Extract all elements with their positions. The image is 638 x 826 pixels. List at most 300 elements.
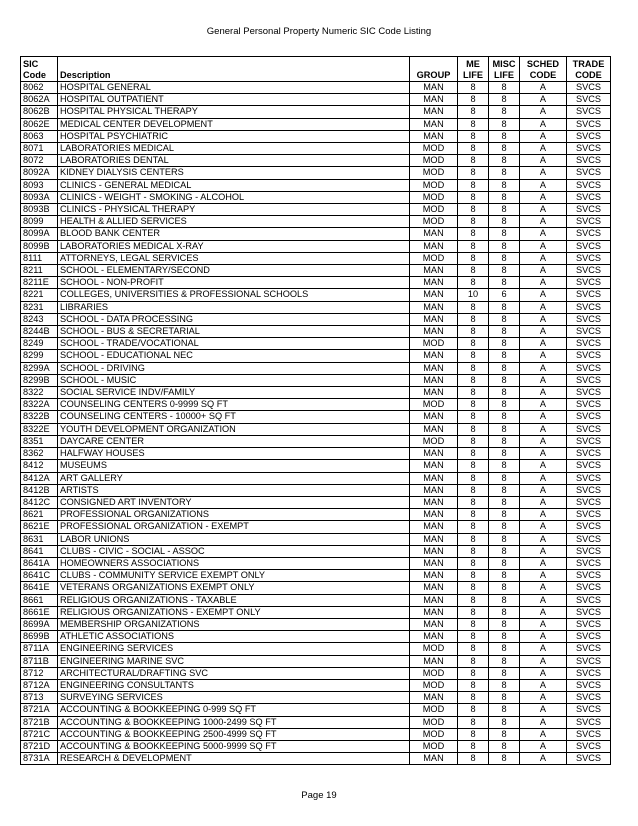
table-row xyxy=(21,118,611,130)
trade-code-cell: SVCS xyxy=(567,179,611,191)
trade-code-cell: SVCS xyxy=(567,277,611,289)
table-row xyxy=(21,362,611,374)
sic-code-cell: 8093A xyxy=(21,191,58,203)
misc-life-cell: 8 xyxy=(489,94,520,106)
misc-life-cell: 8 xyxy=(489,350,520,362)
sched-code-cell: A xyxy=(520,728,567,740)
group-cell: MAN xyxy=(410,460,458,472)
sched-code-cell: A xyxy=(520,435,567,447)
me-life-cell: 8 xyxy=(458,533,489,545)
misc-life-cell: 8 xyxy=(489,484,520,496)
sched-code-cell: A xyxy=(520,277,567,289)
misc-life-cell: 8 xyxy=(489,191,520,203)
group-cell: MAN xyxy=(410,557,458,569)
sched-code-cell: A xyxy=(520,94,567,106)
sched-code-cell: A xyxy=(520,606,567,618)
me-life-cell: 8 xyxy=(458,277,489,289)
group-cell: MOD xyxy=(410,191,458,203)
description-cell: ATTORNEYS, LEGAL SERVICES xyxy=(58,252,410,264)
misc-life-cell: 8 xyxy=(489,533,520,545)
group-cell: MOD xyxy=(410,704,458,716)
trade-code-cell: SVCS xyxy=(567,204,611,216)
sched-code-cell: A xyxy=(520,191,567,203)
description-cell: COLLEGES, UNIVERSITIES & PROFESSIONAL SCHOOLS xyxy=(58,289,410,301)
sched-code-cell: A xyxy=(520,252,567,264)
sic-code-cell: 8661 xyxy=(21,594,58,606)
misc-life-cell: 8 xyxy=(489,106,520,118)
sic-code-cell: 8099 xyxy=(21,216,58,228)
me-life-cell: 8 xyxy=(458,655,489,667)
group-cell: MAN xyxy=(410,265,458,277)
sic-code-cell: 8062 xyxy=(21,82,58,94)
misc-life-cell: 8 xyxy=(489,631,520,643)
group-cell: MAN xyxy=(410,350,458,362)
table-row xyxy=(21,460,611,472)
me-life-cell: 8 xyxy=(458,411,489,423)
description-cell: CLUBS - CIVIC - SOCIAL - ASSOC xyxy=(58,545,410,557)
me-life-cell: 8 xyxy=(458,509,489,521)
misc-life-cell: 8 xyxy=(489,216,520,228)
sched-code-cell: A xyxy=(520,753,567,765)
group-cell: MAN xyxy=(410,362,458,374)
header-sic-code: SIC Code xyxy=(21,57,58,82)
misc-life-cell: 8 xyxy=(489,301,520,313)
me-life-cell: 8 xyxy=(458,130,489,142)
trade-code-cell: SVCS xyxy=(567,740,611,752)
sic-code-cell: 8641C xyxy=(21,570,58,582)
description-cell: SCHOOL - BUS & SECRETARIAL xyxy=(58,326,410,338)
trade-code-cell: SVCS xyxy=(567,362,611,374)
sched-code-cell: A xyxy=(520,704,567,716)
group-cell: MAN xyxy=(410,472,458,484)
group-cell: MOD xyxy=(410,643,458,655)
description-cell: COUNSELING CENTERS - 10000+ SQ FT xyxy=(58,411,410,423)
me-life-cell: 8 xyxy=(458,252,489,264)
sic-code-cell: 8711B xyxy=(21,655,58,667)
description-cell: HOMEOWNERS ASSOCIATIONS xyxy=(58,557,410,569)
description-cell: YOUTH DEVELOPMENT ORGANIZATION xyxy=(58,423,410,435)
table-row xyxy=(21,301,611,313)
table-row xyxy=(21,728,611,740)
table-row xyxy=(21,374,611,386)
group-cell: MAN xyxy=(410,570,458,582)
me-life-cell: 8 xyxy=(458,679,489,691)
table-row xyxy=(21,277,611,289)
me-life-cell: 8 xyxy=(458,545,489,557)
sched-code-cell: A xyxy=(520,313,567,325)
me-life-cell: 8 xyxy=(458,362,489,374)
group-cell: MOD xyxy=(410,716,458,728)
misc-life-cell: 8 xyxy=(489,155,520,167)
me-life-cell: 8 xyxy=(458,350,489,362)
sched-code-cell: A xyxy=(520,289,567,301)
table-row xyxy=(21,545,611,557)
table-row xyxy=(21,167,611,179)
trade-code-cell: SVCS xyxy=(567,594,611,606)
trade-code-cell: SVCS xyxy=(567,387,611,399)
me-life-cell: 8 xyxy=(458,472,489,484)
sched-code-cell: A xyxy=(520,533,567,545)
description-cell: COUNSELING CENTERS 0-9999 SQ FT xyxy=(58,399,410,411)
sched-code-cell: A xyxy=(520,460,567,472)
misc-life-cell: 8 xyxy=(489,448,520,460)
trade-code-cell: SVCS xyxy=(567,435,611,447)
table-row xyxy=(21,179,611,191)
group-cell: MAN xyxy=(410,374,458,386)
me-life-cell: 8 xyxy=(458,313,489,325)
page-title: General Personal Property Numeric SIC Code Listing xyxy=(206,26,432,37)
trade-code-cell: SVCS xyxy=(567,374,611,386)
sched-code-cell: A xyxy=(520,692,567,704)
sched-code-cell: A xyxy=(520,716,567,728)
description-cell: SCHOOL - TRADE/VOCATIONAL xyxy=(58,338,410,350)
me-life-cell: 8 xyxy=(458,460,489,472)
misc-life-cell: 8 xyxy=(489,655,520,667)
me-life-cell: 10 xyxy=(458,289,489,301)
group-cell: MAN xyxy=(410,94,458,106)
header-me-life: ME LIFE xyxy=(458,57,489,82)
table-row xyxy=(21,484,611,496)
sic-code-cell: 8721D xyxy=(21,740,58,752)
table-row xyxy=(21,191,611,203)
misc-life-cell: 8 xyxy=(489,679,520,691)
sic-code-cell: 8111 xyxy=(21,252,58,264)
sic-code-table xyxy=(20,56,611,765)
description-cell: ACCOUNTING & BOOKKEEPING 0-999 SQ FT xyxy=(58,704,410,716)
sic-code-cell: 8243 xyxy=(21,313,58,325)
table-row xyxy=(21,265,611,277)
header-misc-life: MISC LIFE xyxy=(489,57,520,82)
sched-code-cell: A xyxy=(520,179,567,191)
me-life-cell: 8 xyxy=(458,204,489,216)
table-row xyxy=(21,704,611,716)
table-row xyxy=(21,692,611,704)
trade-code-cell: SVCS xyxy=(567,155,611,167)
sched-code-cell: A xyxy=(520,143,567,155)
trade-code-cell: SVCS xyxy=(567,143,611,155)
sic-code-cell: 8412B xyxy=(21,484,58,496)
sched-code-cell: A xyxy=(520,557,567,569)
me-life-cell: 8 xyxy=(458,423,489,435)
trade-code-cell: SVCS xyxy=(567,472,611,484)
table-row xyxy=(21,509,611,521)
group-cell: MAN xyxy=(410,228,458,240)
trade-code-cell: SVCS xyxy=(567,728,611,740)
group-cell: MOD xyxy=(410,338,458,350)
sched-code-cell: A xyxy=(520,106,567,118)
group-cell: MOD xyxy=(410,728,458,740)
table-row xyxy=(21,228,611,240)
table-row xyxy=(21,240,611,252)
me-life-cell: 8 xyxy=(458,728,489,740)
sched-code-cell: A xyxy=(520,240,567,252)
group-cell: MAN xyxy=(410,484,458,496)
group-cell: MAN xyxy=(410,655,458,667)
group-cell: MAN xyxy=(410,509,458,521)
trade-code-cell: SVCS xyxy=(567,338,611,350)
misc-life-cell: 8 xyxy=(489,423,520,435)
group-cell: MOD xyxy=(410,167,458,179)
table-row xyxy=(21,326,611,338)
trade-code-cell: SVCS xyxy=(567,82,611,94)
sic-code-cell: 8093B xyxy=(21,204,58,216)
trade-code-cell: SVCS xyxy=(567,582,611,594)
table-row xyxy=(21,216,611,228)
misc-life-cell: 8 xyxy=(489,252,520,264)
sic-code-cell: 8731A xyxy=(21,753,58,765)
trade-code-cell: SVCS xyxy=(567,399,611,411)
sic-code-cell: 8721A xyxy=(21,704,58,716)
sched-code-cell: A xyxy=(520,155,567,167)
sched-code-cell: A xyxy=(520,655,567,667)
table-row xyxy=(21,594,611,606)
misc-life-cell: 8 xyxy=(489,362,520,374)
misc-life-cell: 8 xyxy=(489,545,520,557)
me-life-cell: 8 xyxy=(458,618,489,630)
table-row xyxy=(21,289,611,301)
table-row xyxy=(21,740,611,752)
sic-code-cell: 8362 xyxy=(21,448,58,460)
description-cell: SCHOOL - ELEMENTARY/SECOND xyxy=(58,265,410,277)
me-life-cell: 8 xyxy=(458,265,489,277)
group-cell: MAN xyxy=(410,301,458,313)
description-cell: HOSPITAL PSYCHIATRIC xyxy=(58,130,410,142)
sched-code-cell: A xyxy=(520,216,567,228)
sic-code-cell: 8641A xyxy=(21,557,58,569)
trade-code-cell: SVCS xyxy=(567,94,611,106)
description-cell: ACCOUNTING & BOOKKEEPING 2500-4999 SQ FT xyxy=(58,728,410,740)
description-cell: MEDICAL CENTER DEVELOPMENT xyxy=(58,118,410,130)
misc-life-cell: 8 xyxy=(489,557,520,569)
group-cell: MOD xyxy=(410,679,458,691)
me-life-cell: 8 xyxy=(458,570,489,582)
table-row xyxy=(21,155,611,167)
misc-life-cell: 8 xyxy=(489,435,520,447)
description-cell: LABOR UNIONS xyxy=(58,533,410,545)
trade-code-cell: SVCS xyxy=(567,411,611,423)
group-cell: MAN xyxy=(410,631,458,643)
description-cell: VETERANS ORGANIZATIONS EXEMPT ONLY xyxy=(58,582,410,594)
group-cell: MAN xyxy=(410,326,458,338)
sic-code-cell: 8621 xyxy=(21,509,58,521)
table-body xyxy=(21,82,611,765)
table-row xyxy=(21,106,611,118)
header-description: Description xyxy=(58,57,410,82)
description-cell: SCHOOL - MUSIC xyxy=(58,374,410,386)
sic-code-cell: 8661E xyxy=(21,606,58,618)
sched-code-cell: A xyxy=(520,82,567,94)
table-row xyxy=(21,521,611,533)
me-life-cell: 8 xyxy=(458,240,489,252)
description-cell: LABORATORIES DENTAL xyxy=(58,155,410,167)
misc-life-cell: 8 xyxy=(489,692,520,704)
sic-code-cell: 8322E xyxy=(21,423,58,435)
sched-code-cell: A xyxy=(520,618,567,630)
description-cell: ART GALLERY xyxy=(58,472,410,484)
trade-code-cell: SVCS xyxy=(567,716,611,728)
me-life-cell: 8 xyxy=(458,594,489,606)
table-row xyxy=(21,423,611,435)
trade-code-cell: SVCS xyxy=(567,130,611,142)
me-life-cell: 8 xyxy=(458,301,489,313)
sic-code-cell: 8322B xyxy=(21,411,58,423)
table-row xyxy=(21,643,611,655)
trade-code-cell: SVCS xyxy=(567,460,611,472)
sched-code-cell: A xyxy=(520,484,567,496)
sic-code-cell: 8221 xyxy=(21,289,58,301)
sched-code-cell: A xyxy=(520,740,567,752)
me-life-cell: 8 xyxy=(458,753,489,765)
trade-code-cell: SVCS xyxy=(567,521,611,533)
me-life-cell: 8 xyxy=(458,338,489,350)
sic-code-cell: 8351 xyxy=(21,435,58,447)
me-life-cell: 8 xyxy=(458,740,489,752)
sched-code-cell: A xyxy=(520,448,567,460)
group-cell: MAN xyxy=(410,496,458,508)
misc-life-cell: 8 xyxy=(489,399,520,411)
description-cell: LABORATORIES MEDICAL xyxy=(58,143,410,155)
misc-life-cell: 8 xyxy=(489,521,520,533)
group-cell: MAN xyxy=(410,606,458,618)
description-cell: HALFWAY HOUSES xyxy=(58,448,410,460)
group-cell: MOD xyxy=(410,143,458,155)
description-cell: HOSPITAL GENERAL xyxy=(58,82,410,94)
description-cell: ACCOUNTING & BOOKKEEPING 5000-9999 SQ FT xyxy=(58,740,410,752)
trade-code-cell: SVCS xyxy=(567,167,611,179)
page-number: Page 19 xyxy=(301,790,337,801)
group-cell: MAN xyxy=(410,387,458,399)
sic-code-cell: 8211 xyxy=(21,265,58,277)
misc-life-cell: 8 xyxy=(489,618,520,630)
table-row xyxy=(21,533,611,545)
trade-code-cell: SVCS xyxy=(567,618,611,630)
sched-code-cell: A xyxy=(520,594,567,606)
misc-life-cell: 8 xyxy=(489,265,520,277)
sic-code-cell: 8412 xyxy=(21,460,58,472)
table-row xyxy=(21,472,611,484)
sched-code-cell: A xyxy=(520,167,567,179)
header-sched-code: SCHED CODE xyxy=(520,57,567,82)
table-row xyxy=(21,204,611,216)
misc-life-cell: 8 xyxy=(489,570,520,582)
misc-life-cell: 8 xyxy=(489,82,520,94)
sched-code-cell: A xyxy=(520,338,567,350)
table-row xyxy=(21,679,611,691)
table-row xyxy=(21,252,611,264)
sched-code-cell: A xyxy=(520,521,567,533)
me-life-cell: 8 xyxy=(458,631,489,643)
description-cell: CLINICS - WEIGHT - SMOKING - ALCOHOL xyxy=(58,191,410,203)
me-life-cell: 8 xyxy=(458,191,489,203)
sic-code-cell: 8641 xyxy=(21,545,58,557)
misc-life-cell: 8 xyxy=(489,606,520,618)
description-cell: SCHOOL - EDUCATIONAL NEC xyxy=(58,350,410,362)
me-life-cell: 8 xyxy=(458,716,489,728)
trade-code-cell: SVCS xyxy=(567,484,611,496)
trade-code-cell: SVCS xyxy=(567,753,611,765)
sched-code-cell: A xyxy=(520,472,567,484)
group-cell: MOD xyxy=(410,252,458,264)
sched-code-cell: A xyxy=(520,118,567,130)
header-group: GROUP xyxy=(410,57,458,82)
group-cell: MAN xyxy=(410,594,458,606)
misc-life-cell: 8 xyxy=(489,643,520,655)
misc-life-cell: 8 xyxy=(489,460,520,472)
sic-code-cell: 8071 xyxy=(21,143,58,155)
misc-life-cell: 8 xyxy=(489,326,520,338)
trade-code-cell: SVCS xyxy=(567,228,611,240)
sic-code-cell: 8712A xyxy=(21,679,58,691)
trade-code-cell: SVCS xyxy=(567,545,611,557)
trade-code-cell: SVCS xyxy=(567,679,611,691)
me-life-cell: 8 xyxy=(458,692,489,704)
trade-code-cell: SVCS xyxy=(567,655,611,667)
table-row xyxy=(21,557,611,569)
description-cell: MEMBERSHIP ORGANIZATIONS xyxy=(58,618,410,630)
description-cell: KIDNEY DIALYSIS CENTERS xyxy=(58,167,410,179)
misc-life-cell: 8 xyxy=(489,411,520,423)
table-row xyxy=(21,582,611,594)
group-cell: MAN xyxy=(410,411,458,423)
group-cell: MOD xyxy=(410,435,458,447)
table-row xyxy=(21,716,611,728)
me-life-cell: 8 xyxy=(458,106,489,118)
description-cell: ACCOUNTING & BOOKKEEPING 1000-2499 SQ FT xyxy=(58,716,410,728)
sic-code-cell: 8063 xyxy=(21,130,58,142)
sic-code-cell: 8299B xyxy=(21,374,58,386)
description-cell: RESEARCH & DEVELOPMENT xyxy=(58,753,410,765)
table-header-row xyxy=(21,57,611,82)
group-cell: MAN xyxy=(410,618,458,630)
misc-life-cell: 8 xyxy=(489,753,520,765)
trade-code-cell: SVCS xyxy=(567,643,611,655)
table-row xyxy=(21,448,611,460)
table-row xyxy=(21,618,611,630)
me-life-cell: 8 xyxy=(458,374,489,386)
trade-code-cell: SVCS xyxy=(567,252,611,264)
sic-code-cell: 8093 xyxy=(21,179,58,191)
sched-code-cell: A xyxy=(520,204,567,216)
group-cell: MAN xyxy=(410,521,458,533)
trade-code-cell: SVCS xyxy=(567,216,611,228)
table-row xyxy=(21,631,611,643)
misc-life-cell: 8 xyxy=(489,143,520,155)
sched-code-cell: A xyxy=(520,374,567,386)
me-life-cell: 8 xyxy=(458,143,489,155)
me-life-cell: 8 xyxy=(458,643,489,655)
table-row xyxy=(21,313,611,325)
description-cell: CLINICS - GENERAL MEDICAL xyxy=(58,179,410,191)
description-cell: HOSPITAL OUTPATIENT xyxy=(58,94,410,106)
sic-code-cell: 8299A xyxy=(21,362,58,374)
trade-code-cell: SVCS xyxy=(567,570,611,582)
misc-life-cell: 8 xyxy=(489,228,520,240)
table-row xyxy=(21,130,611,142)
description-cell: ENGINEERING SERVICES xyxy=(58,643,410,655)
description-cell: CLUBS - COMMUNITY SERVICE EXEMPT ONLY xyxy=(58,570,410,582)
sic-code-cell: 8062A xyxy=(21,94,58,106)
table-row xyxy=(21,82,611,94)
trade-code-cell: SVCS xyxy=(567,106,611,118)
group-cell: MAN xyxy=(410,582,458,594)
misc-life-cell: 8 xyxy=(489,704,520,716)
me-life-cell: 8 xyxy=(458,82,489,94)
sic-code-cell: 8072 xyxy=(21,155,58,167)
misc-life-cell: 8 xyxy=(489,740,520,752)
trade-code-cell: SVCS xyxy=(567,704,611,716)
sic-code-cell: 8621E xyxy=(21,521,58,533)
trade-code-cell: SVCS xyxy=(567,313,611,325)
